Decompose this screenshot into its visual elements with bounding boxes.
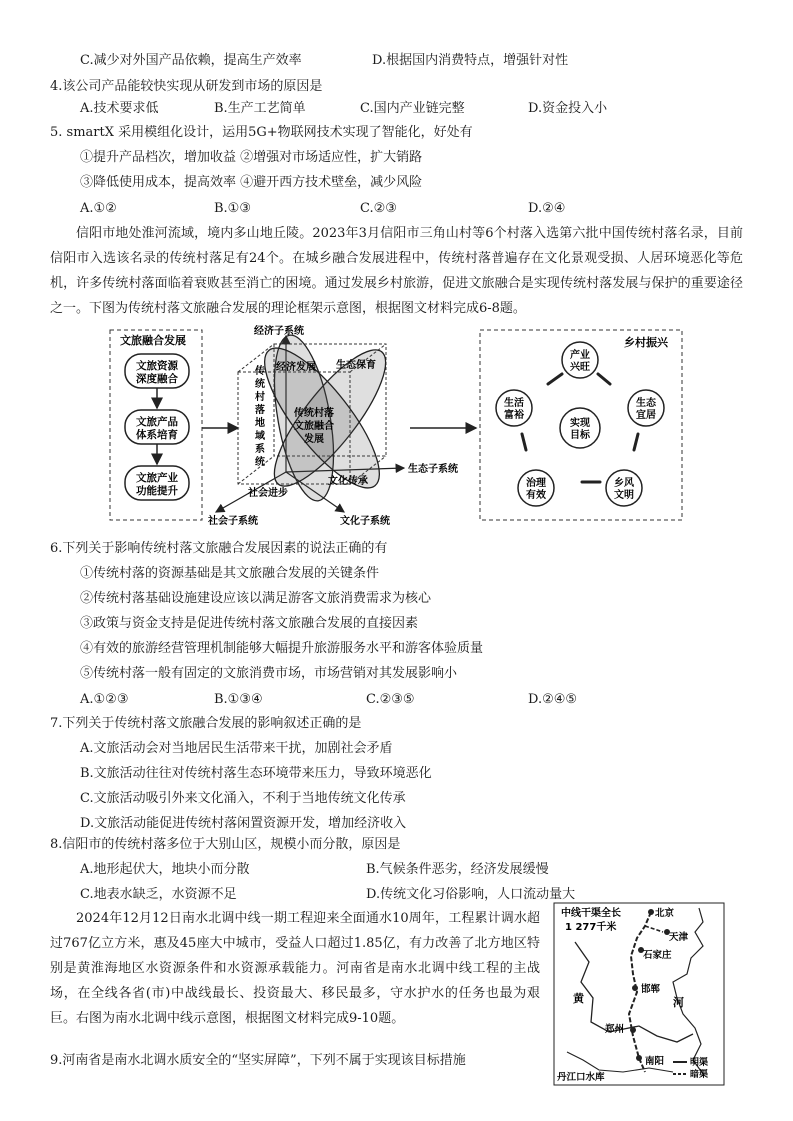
q6-option-a: A.①②③ xyxy=(80,692,129,707)
goal-ecology: 生态 xyxy=(636,398,656,409)
axis-social: 社会子系统 xyxy=(208,516,258,526)
q6-option-b: B.①③④ xyxy=(214,692,263,707)
q5-statement-2: ③降低使用成本，提高效率 ④避开西方技术壁垒，减少风险 xyxy=(80,175,423,190)
middle-route-map xyxy=(553,902,725,1086)
goal-industry: 产业 xyxy=(570,350,590,361)
passage-traditional-villages: 信阳市地处淮河流域，境内多山地丘陵。2023年3月信阳市三角山村等6个村落入选第六批中国传统村落名录，目前信阳市入选该名录的传统村落足有24个。在城乡融合发展进程中，传统村落普遍存在文化景观受损、人居环境恶化等危机，许多传统村落面临着衰败甚至消亡的困境。通过发展乡村旅游，促进文旅融合是实现传统村落发展与保护的重要途径之一。下图为传统村落文旅融合发展的理论框架示意图，根据图文材料完成6-8题。 xyxy=(50,226,743,316)
river-label-he: 河 xyxy=(673,996,684,1009)
q6-statement-4: ④有效的旅游经营管理机制能够大幅提升旅游服务水平和游客体验质量 xyxy=(80,641,484,656)
q7-option-c: C.文旅活动吸引外来文化涌入，不利于当地传统文化传承 xyxy=(80,791,406,806)
danjiangkou-reservoir: 丹江口水库 xyxy=(557,1072,605,1083)
svg-text:文旅资源: 文旅资源 xyxy=(136,360,178,372)
q4-stem: 4.该公司产品能较快实现从研发到市场的原因是 xyxy=(50,79,323,94)
svg-text:传: 传 xyxy=(255,366,265,377)
q6-option-d: D.②④⑤ xyxy=(528,692,578,707)
svg-text:功能提升: 功能提升 xyxy=(136,485,178,497)
q5-statement-1: ①提升产品档次，增加收益 ②增强对市场适应性，扩大销路 xyxy=(80,150,423,165)
svg-text:宜居: 宜居 xyxy=(636,410,656,421)
svg-text:地: 地 xyxy=(255,418,265,429)
city-nanyang: 南阳 xyxy=(645,1056,665,1067)
q9-stem: 9.河南省是南水北调水质安全的“坚实屏障”，下列不属于实现该目标措施 xyxy=(50,1053,466,1068)
q8-option-a: A.地形起伏大，地块小而分散 xyxy=(80,862,250,877)
svg-text:系: 系 xyxy=(255,444,265,455)
q7-option-a: A.文旅活动会对当地居民生活带来干扰，加剧社会矛盾 xyxy=(80,741,393,756)
svg-text:目标: 目标 xyxy=(570,430,590,441)
q7-option-d: D.文旅活动能促进传统村落闲置资源开发，增加经济收入 xyxy=(80,816,407,831)
right-frame-title: 乡村振兴 xyxy=(624,336,668,349)
svg-text:统: 统 xyxy=(255,457,265,468)
q5-option-b: B.①③ xyxy=(214,201,251,216)
svg-text:文旅融合: 文旅融合 xyxy=(294,421,334,432)
axis-ecological: 生态子系统 xyxy=(408,464,458,475)
q4-option-b: B.生产工艺简单 xyxy=(214,101,306,116)
q4-option-c: C.国内产业链完整 xyxy=(360,101,465,116)
axis-economic: 经济子系统 xyxy=(254,326,304,337)
axis-cultural: 文化子系统 xyxy=(340,516,390,526)
q6-statement-1: ①传统村落的资源基础是其文旅融合发展的关键条件 xyxy=(80,566,380,581)
svg-text:文旅产品: 文旅产品 xyxy=(136,416,178,428)
label-ecological-conservation: 生态保育 xyxy=(336,360,376,371)
label-economic-development: 经济发展 xyxy=(276,362,316,373)
q6-stem: 6.下列关于影响传统村落文旅融合发展因素的说法正确的有 xyxy=(50,541,388,556)
goal-governance: 治理 xyxy=(526,478,546,489)
q6-statement-5: ⑤传统村落一般有固定的文旅消费市场，市场营销对其发展影响小 xyxy=(80,666,458,681)
passage-south-north-water: 2024年12月12日南水北调中线一期工程迎来全面通水10周年，工程累计调水超过767亿立方米，惠及45座大中城市，受益人口超过1.85亿，有力改善了北方地区特别是黄淮海地区水资源条件和水资源承载能力。河南省是南水北调中线工程的主战场，在全线各省(市)中战线最长、投资最大、移民最多，守水护水的任务也最为艰巨。右图为南水北调中线示意图，根据图文材料完成9-10题。 xyxy=(50,911,540,1026)
q4-option-a: A.技术要求低 xyxy=(80,101,159,116)
cultural-tourism-framework-diagram xyxy=(108,322,686,526)
svg-text:发展: 发展 xyxy=(304,434,324,445)
goal-center: 实现 xyxy=(570,418,590,429)
q8-option-c: C.地表水缺乏，水资源不足 xyxy=(80,887,237,902)
svg-text:体系培育: 体系培育 xyxy=(136,429,178,441)
q5-stem: 5. smartX 采用模组化设计，运用5G+物联网技术实现了智能化，好处有 xyxy=(50,125,473,140)
svg-text:落: 落 xyxy=(255,405,265,416)
city-handan: 邯郸 xyxy=(641,984,661,995)
q8-stem: 8.信阳市的传统村落多位于大别山区，规模小而分散，原因是 xyxy=(50,837,401,852)
map-title-line2: 1 277千米 xyxy=(565,922,617,933)
svg-text:域: 域 xyxy=(255,431,265,442)
city-zhengzhou: 郑州 xyxy=(605,1024,625,1035)
label-social-progress: 社会进步 xyxy=(248,488,288,499)
q3-option-d: D.根据国内消费特点，增强针对性 xyxy=(372,53,569,68)
q4-option-d: D.资金投入小 xyxy=(528,101,608,116)
goal-prosperity: 生活 xyxy=(504,398,524,409)
legend-culvert: 暗渠 xyxy=(690,1070,709,1080)
q6-statement-3: ③政策与资金支持是促进传统村落文旅融合发展的直接因素 xyxy=(80,616,419,631)
city-tianjin: 天津 xyxy=(669,932,689,943)
regional-system-label xyxy=(254,364,266,468)
map-title-line1: 中线干渠全长 xyxy=(561,908,621,919)
left-frame-title: 文旅融合发展 xyxy=(120,334,186,347)
svg-text:富裕: 富裕 xyxy=(504,410,524,421)
label-cultural-heritage: 文化传承 xyxy=(328,476,368,487)
core-label: 传统村落 xyxy=(294,408,334,419)
q7-stem: 7.下列关于传统村落文旅融合发展的影响叙述正确的是 xyxy=(50,716,362,731)
city-shijiazhuang: 石家庄 xyxy=(643,950,672,961)
q5-option-d: D.②④ xyxy=(528,201,566,216)
svg-text:深度融合: 深度融合 xyxy=(136,373,178,385)
q6-option-c: C.②③⑤ xyxy=(366,692,415,707)
q7-option-b: B.文旅活动往往对传统村落生态环境带来压力，导致环境恶化 xyxy=(80,766,432,781)
svg-text:统: 统 xyxy=(255,379,265,390)
goal-civility: 乡风 xyxy=(614,478,634,489)
river-label-huang: 黄 xyxy=(573,992,584,1005)
q8-option-b: B.气候条件恶劣，经济发展缓慢 xyxy=(366,862,549,877)
legend-open-canal: 明渠 xyxy=(690,1058,709,1068)
q6-statement-2: ②传统村落基础设施建设应该以满足游客文旅消费需求为核心 xyxy=(80,591,432,606)
q8-option-d: D.传统文化习俗影响，人口流动量大 xyxy=(366,887,576,902)
svg-text:有效: 有效 xyxy=(526,490,546,501)
q5-option-c: C.②③ xyxy=(360,201,397,216)
svg-text:兴旺: 兴旺 xyxy=(570,362,590,373)
svg-text:文旅产业: 文旅产业 xyxy=(136,472,178,484)
q5-option-a: A.①② xyxy=(80,201,117,216)
svg-text:文明: 文明 xyxy=(614,490,634,501)
svg-text:村: 村 xyxy=(255,392,265,403)
q3-option-c: C.减少对外国产品依赖，提高生产效率 xyxy=(80,53,302,68)
city-beijing: 北京 xyxy=(655,908,675,919)
